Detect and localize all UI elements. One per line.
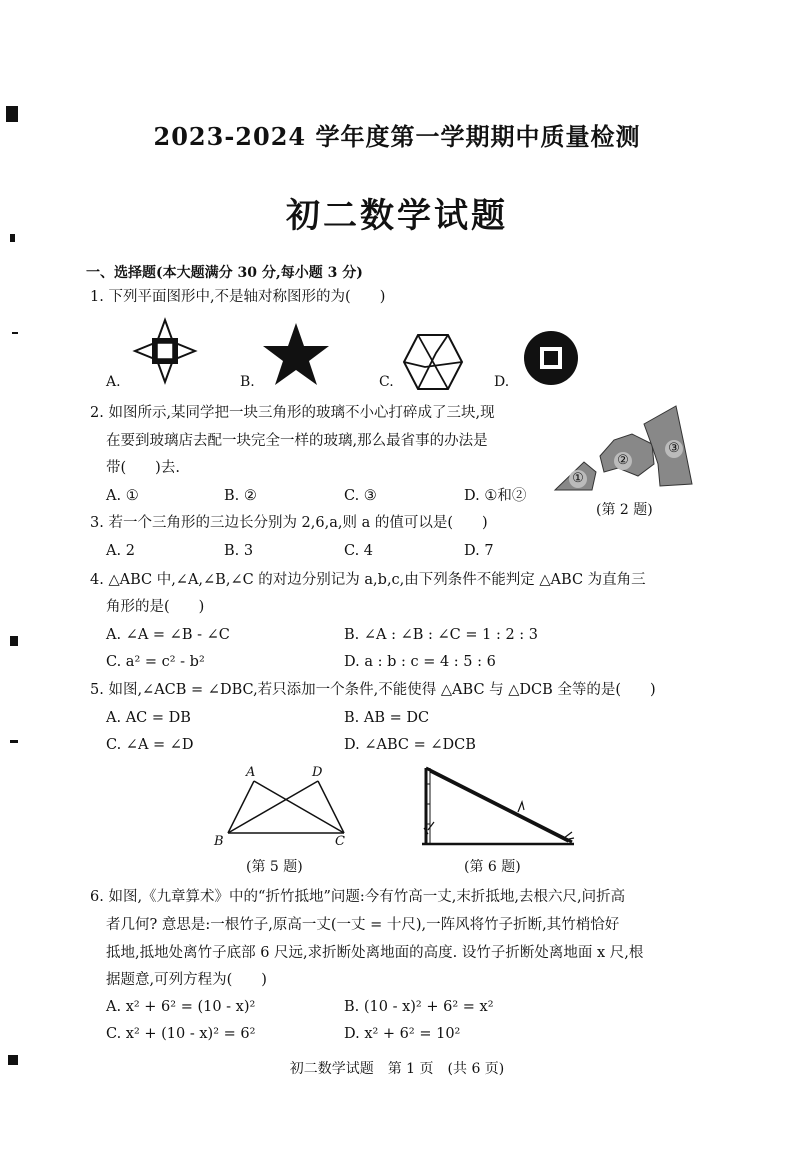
section-heading: 一、选择题(本大题满分 30 分,每小题 3 分) [86,265,363,281]
subject-title: 初二数学试题 [286,196,508,236]
exam-title: 2023-2024 学年度第一学期期中质量检测 [153,122,641,151]
q4-option-d: D. a : b : c = 4 : 5 : 6 [344,654,496,670]
q2-option-d: D. ①和② [464,488,527,504]
q5-figure [220,775,350,837]
q5-option-d: D. ∠ABC = ∠DCB [344,737,476,753]
q3-option-b: B. 3 [224,543,254,559]
q1-stem: 1. 下列平面图形中,不是轴对称图形的为( ) [90,289,386,305]
q4-option-a: A. ∠A = ∠B - ∠C [106,627,230,643]
q2-option-c: C. ③ [344,488,377,504]
q2-stem-line-1: 2. 如图所示,某同学把一块三角形的玻璃不小心打碎成了三块,现 [90,405,495,421]
q6-figure [418,764,578,846]
q6-stem-line-1: 6. 如图,《九章算术》中的“折竹抵地”问题:今有竹高一丈,末折抵地,去根六尺,问折高 [90,889,626,905]
q1-label-d: D. [494,374,510,390]
q2-stem-line-3: 带( )去. [106,460,180,476]
q5-option-b: B. AB = DC [344,710,430,726]
page-footer: 初二数学试题 第 1 页 (共 6 页) [289,1061,505,1077]
q5-point-c: C [335,834,345,849]
q2-option-b: B. ② [224,488,257,504]
q5-point-d: D [312,765,323,780]
q2-option-a: A. ① [106,488,139,504]
q1-figure-d [523,330,579,386]
q2-piece-1-label: ① [569,470,587,488]
q4-option-c: C. a² = c² - b² [106,654,205,670]
q2-stem-line-2: 在要到玻璃店去配一块完全一样的玻璃,那么最省事的办法是 [106,433,488,449]
q4-stem-line-2: 角形的是( ) [106,599,205,615]
q2-piece-2-label: ② [614,452,632,470]
q2-piece-3-label: ③ [665,440,683,458]
q6-option-b: B. (10 - x)² + 6² = x² [344,999,494,1015]
q1-figure-a [133,318,197,384]
q6-option-a: A. x² + 6² = (10 - x)² [106,999,256,1015]
q1-label-b: B. [240,374,255,390]
scan-mark [10,740,18,743]
q6-caption: (第 6 题) [464,859,521,875]
q1-label-c: C. [379,374,394,390]
scan-mark [12,332,18,334]
q5-point-a: A [246,765,256,780]
q4-option-b: B. ∠A : ∠B : ∠C = 1 : 2 : 3 [344,627,539,643]
q6-stem-line-3: 抵地,抵地处离竹子底部 6 尺远,求折断处离地面的高度. 设竹子折断处离地面 x 尺,根 [106,945,644,961]
q3-stem: 3. 若一个三角形的三边长分别为 2,6,a,则 a 的值可以是( ) [90,515,488,531]
q5-option-a: A. AC = DB [106,710,191,726]
q3-option-a: A. 2 [106,543,135,559]
q5-option-c: C. ∠A = ∠D [106,737,194,753]
scan-mark [10,636,18,646]
q1-label-a: A. [106,374,121,390]
q3-option-c: C. 4 [344,543,374,559]
q5-stem: 5. 如图,∠ACB = ∠DBC,若只添加一个条件,不能使得 △ABC 与 △DCB 全等的是( ) [90,682,656,698]
q5-caption: (第 5 题) [246,859,303,875]
q5-point-b: B [214,834,224,849]
q3-option-d: D. 7 [464,543,494,559]
q6-stem-line-2: 者几何? 意思是:一根竹子,原高一丈(一丈 = 十尺),一阵风将竹子折断,其竹梢恰好 [106,917,620,933]
q6-option-c: C. x² + (10 - x)² = 6² [106,1026,256,1042]
q6-stem-line-4: 据题意,可列方程为( ) [106,972,267,988]
q4-stem-line-1: 4. △ABC 中,∠A,∠B,∠C 的对边分别记为 a,b,c,由下列条件不能判定 △ABC 为直角三 [90,572,646,588]
q6-option-d: D. x² + 6² = 10² [344,1026,461,1042]
q1-figure-c [403,333,463,391]
q1-figure-b [262,322,330,386]
q2-caption: (第 2 题) [596,502,653,518]
